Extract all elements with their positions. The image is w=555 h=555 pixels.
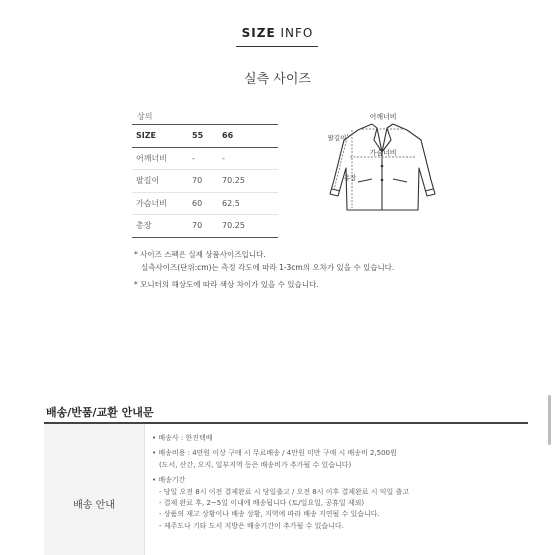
jacket-pocket — [393, 179, 407, 182]
header-cell: 66 — [218, 125, 278, 148]
row-label: 팔길이 — [132, 170, 188, 193]
size-notes — [134, 248, 394, 291]
cell: - — [218, 147, 278, 170]
info-line: - 결제 완료 후, 2~5일 이내에 배송됩니다 (토/일요일, 공휴일 제외) — [159, 499, 365, 508]
info-line: (도서, 산간, 오지, 일부지역 등은 배송비가 추가될 수 있습니다) — [159, 460, 352, 469]
size-table-header — [132, 125, 278, 148]
cell: 60 — [188, 192, 218, 215]
shipping-label-cell — [44, 424, 145, 555]
cell: - — [188, 147, 218, 170]
info-line: • 배송사 : 한진택배 — [152, 434, 213, 442]
cell: 70.25 — [218, 215, 278, 238]
row-label: 어깨너비 — [132, 147, 188, 170]
row-label: 총장 — [132, 215, 188, 238]
row-label: 가슴너비 — [132, 192, 188, 215]
size-word: SIZE — [241, 26, 276, 40]
info-line: • 배송기간 — [152, 476, 186, 485]
info-line: - 상품의 재고 상황이나 배송 상황, 지역에 따라 배송 지연될 수 있습니다. — [159, 510, 380, 519]
length-label: 총장 — [343, 174, 357, 182]
chest-label: 가슴너비 — [369, 149, 397, 157]
note-line: 실측사이즈(단위:cm)는 측정 각도에 따라 1-3cm의 오차가 있을 수 있습니다. — [141, 263, 395, 272]
table-row — [132, 170, 278, 193]
jacket-measurement-diagram — [320, 110, 450, 220]
table-row — [132, 192, 278, 215]
page-scrollbar[interactable] — [548, 395, 551, 445]
shipping-info-text — [152, 433, 409, 532]
measured-size-title: 실측 사이즈 — [244, 72, 311, 87]
shipping-section-title: 배송/반품/교환 안내문 — [46, 406, 154, 419]
jacket-pocket — [358, 179, 372, 182]
cell: 70 — [188, 170, 218, 193]
info-line: - 제주도나 기타 도서 지방은 배송기간이 추가될 수 있습니다. — [159, 521, 344, 530]
table-row — [132, 147, 278, 170]
shipping-label: 배송 안내 — [73, 500, 115, 511]
table-row — [132, 215, 278, 238]
note-line: * 모니터의 해상도에 따라 색상 차이가 있을 수 있습니다. — [134, 280, 319, 289]
sleeve-label: 팔길이 — [327, 134, 347, 142]
cell: 70 — [188, 215, 218, 238]
header-cell: 55 — [188, 125, 218, 148]
info-line: • 배송비용 : 4만원 이상 구매 시 무료배송 / 4만원 미만 구매 시 배송비 2,500원 — [152, 449, 397, 458]
category-label: 상의 — [137, 112, 153, 121]
cell: 62.5 — [218, 192, 278, 215]
header-cell: SIZE — [132, 125, 188, 148]
info-word: INFO — [280, 26, 314, 40]
size-table — [132, 124, 278, 238]
shoulder-label: 어깨너비 — [369, 113, 397, 121]
jacket-collar — [372, 124, 393, 152]
heading-underline — [236, 46, 318, 47]
cell: 70.25 — [218, 170, 278, 193]
info-line: - 당일 오전 8시 이전 결제완료 시 당일출고 / 오전 8시 이후 결제완료 시 익일 출고 — [159, 487, 410, 496]
size-info-heading — [0, 26, 555, 40]
note-line: * 사이즈 스펙은 실제 상품사이즈입니다. — [134, 250, 266, 259]
